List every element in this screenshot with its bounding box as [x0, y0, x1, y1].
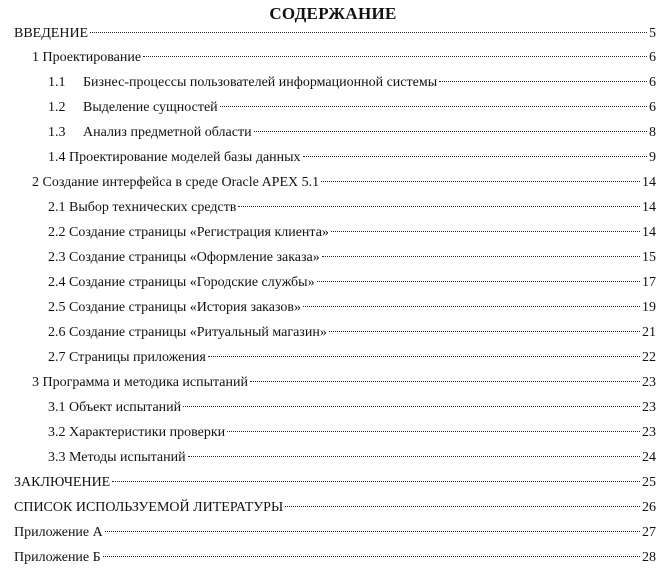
toc-entry-introduction[interactable]	[14, 26, 656, 46]
dot-leader	[254, 130, 647, 132]
dot-leader	[321, 180, 640, 182]
toc-entry-3-3[interactable]	[14, 450, 656, 470]
toc-entry-label	[48, 75, 437, 91]
toc-entry-2-1[interactable]	[14, 200, 656, 220]
toc-entry-label: СПИСОК ИСПОЛЬЗУЕМОЙ ЛИТЕРАТУРЫ	[14, 500, 284, 515]
toc-entry-3-2[interactable]	[14, 425, 656, 445]
dot-leader	[303, 305, 640, 307]
dot-leader	[105, 530, 640, 532]
toc-page-number: 24	[642, 450, 656, 465]
toc-entry-label: ВВЕДЕНИЕ	[14, 26, 89, 41]
toc-entry-2-7[interactable]	[14, 350, 656, 370]
dot-leader	[331, 230, 640, 232]
toc-entry-chapter-2[interactable]	[14, 175, 656, 195]
dot-leader	[238, 205, 640, 207]
toc-page-number: 23	[642, 400, 656, 415]
dot-leader	[317, 280, 640, 282]
dot-leader	[322, 255, 640, 257]
toc-entry-1-4[interactable]	[14, 150, 656, 170]
dot-leader	[103, 555, 640, 557]
toc-page-number: 8	[649, 125, 656, 140]
toc-entry-label: 2.5 Создание страницы «История заказов»	[48, 300, 302, 315]
toc-entry-label: 2.1 Выбор технических средств	[48, 200, 237, 215]
toc-entry-label: 1.4 Проектирование моделей базы данных	[48, 150, 301, 165]
toc-entry-2-2[interactable]	[14, 225, 656, 245]
toc-section-number: 1.1	[48, 75, 66, 90]
dot-leader	[227, 430, 640, 432]
toc-section-number: 1.3	[48, 125, 66, 140]
toc-page-number: 17	[642, 275, 656, 290]
dot-leader	[143, 55, 647, 57]
toc-entry-appendix-a[interactable]	[14, 525, 656, 545]
toc-page-number: 23	[642, 425, 656, 440]
toc-entry-label: 2 Создание интерфейса в среде Oracle APEX 5.1	[32, 175, 320, 190]
toc-entry-appendix-b[interactable]	[14, 550, 656, 570]
toc-entry-conclusion[interactable]	[14, 475, 656, 495]
toc-section-title: Бизнес-процессы пользователей информационной системы	[83, 75, 438, 90]
toc-entry-1-1[interactable]	[14, 75, 656, 95]
dot-leader	[208, 355, 640, 357]
toc-entry-chapter-3[interactable]	[14, 375, 656, 395]
toc-entry-label	[48, 125, 252, 141]
toc-section-number: 1.2	[48, 100, 66, 115]
toc-page-number: 21	[642, 325, 656, 340]
toc-entry-label: 3.2 Характеристики проверки	[48, 425, 226, 440]
toc-title: СОДЕРЖАНИЕ	[269, 4, 397, 23]
dot-leader	[250, 380, 640, 382]
dot-leader	[112, 480, 640, 482]
toc-section-title: Выделение сущностей	[83, 100, 218, 115]
toc-page-number: 14	[642, 200, 656, 215]
toc-page-number: 6	[649, 75, 656, 90]
toc-entry-label	[48, 100, 218, 116]
toc-page-number: 6	[649, 100, 656, 115]
toc-entry-chapter-1[interactable]	[14, 50, 656, 70]
toc-entry-label: 3.3 Методы испытаний	[48, 450, 186, 465]
toc-entry-2-6[interactable]	[14, 325, 656, 345]
toc-entry-label: 2.4 Создание страницы «Городские службы»	[48, 275, 315, 290]
dot-leader	[188, 455, 640, 457]
toc-entry-2-5[interactable]	[14, 300, 656, 320]
dot-leader	[90, 31, 647, 33]
toc-page-number: 9	[649, 150, 656, 165]
dot-leader	[439, 80, 647, 82]
toc-page-number: 23	[642, 375, 656, 390]
dot-leader	[303, 155, 647, 157]
toc-entry-label: 2.2 Создание страницы «Регистрация клиента»	[48, 225, 329, 240]
toc-page-number: 25	[642, 475, 656, 490]
dot-leader	[285, 505, 640, 507]
toc-page-number: 14	[642, 225, 656, 240]
toc-entry-3-1[interactable]	[14, 400, 656, 420]
dot-leader	[220, 105, 647, 107]
toc-entry-2-4[interactable]	[14, 275, 656, 295]
toc-entry-label: Приложение Б	[14, 550, 101, 565]
toc-page-number: 14	[642, 175, 656, 190]
toc-entry-label: 3.1 Объект испытаний	[48, 400, 182, 415]
toc-entry-label: 1 Проектирование	[32, 50, 142, 65]
toc-entry-label: Приложение А	[14, 525, 103, 540]
toc-page-number: 27	[642, 525, 656, 540]
toc-page-number: 28	[642, 550, 656, 565]
toc-entry-label: 2.3 Создание страницы «Оформление заказа»	[48, 250, 320, 265]
dot-leader	[183, 405, 640, 407]
toc-entry-label: 2.6 Создание страницы «Ритуальный магазин»	[48, 325, 327, 340]
toc-entry-1-3[interactable]	[14, 125, 656, 145]
toc-entry-2-3[interactable]	[14, 250, 656, 270]
toc-section-title: Анализ предметной области	[83, 125, 252, 140]
toc-entry-label: ЗАКЛЮЧЕНИЕ	[14, 475, 111, 490]
toc-entry-references[interactable]	[14, 500, 656, 520]
toc-page-number: 5	[649, 26, 656, 41]
dot-leader	[329, 330, 640, 332]
toc-page-number: 6	[649, 50, 656, 65]
toc-page-number: 19	[642, 300, 656, 315]
toc-entry-1-2[interactable]	[14, 100, 656, 120]
toc-page-number: 26	[642, 500, 656, 515]
toc-entry-label: 3 Программа и методика испытаний	[32, 375, 249, 390]
toc-page-number: 15	[642, 250, 656, 265]
toc-entry-label: 2.7 Страницы приложения	[48, 350, 206, 365]
toc-page-number: 22	[642, 350, 656, 365]
